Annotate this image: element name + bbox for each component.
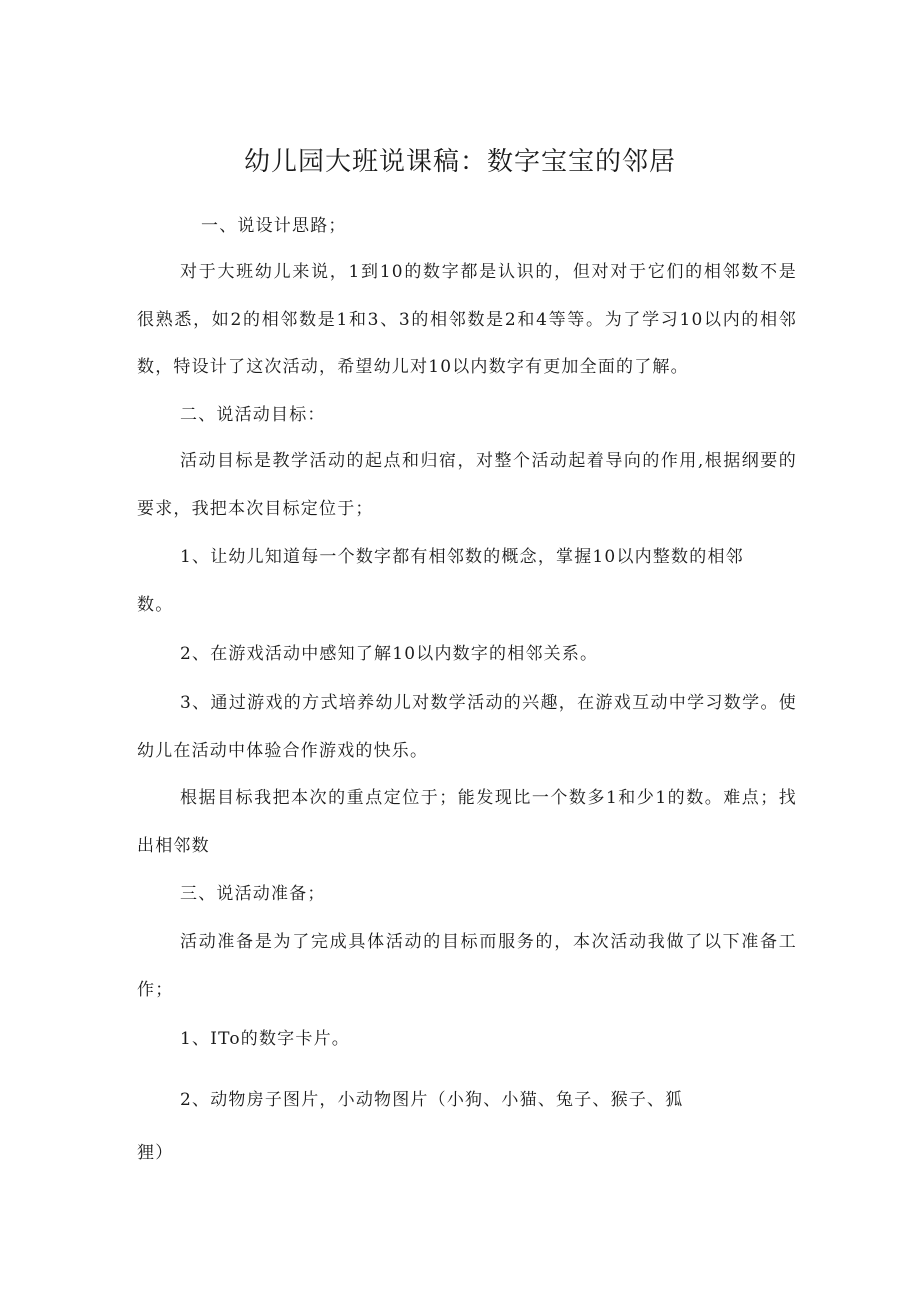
preparation-item-2: 2、动物房子图片，小动物图片（小狗、小猫、兔子、猴子、狐 [180, 1090, 684, 1110]
page-title: 幼儿园大班说课稿：数字宝宝的邻居 [243, 147, 676, 177]
section-heading-preparation: 三、说活动准备； [180, 884, 326, 904]
paragraph-goals-intro: 活动目标是教学活动的起点和归宿，对整个活动起着导向的作用,根据纲要的要求，我把本次目标定位于； [137, 451, 797, 519]
preparation-item-1: 1、ITo的数字卡片。 [180, 1029, 350, 1049]
paragraph-design: 对于大班幼儿来说，1到10的数字都是认识的，但对对于它们的相邻数不是很熟悉，如2的相邻数是1和3、3的相邻数是2和4等等。为了学习10以内的相邻数，特设计了这次活动，希望幼儿对10以内数字有更加全面的了解。 [137, 262, 797, 377]
goal-item-1-continued: 数。 [137, 595, 174, 615]
preparation-item-2-continued: 狸） [137, 1143, 174, 1163]
section-heading-design: 一、说设计思路； [201, 216, 347, 236]
section-heading-goals: 二、说活动目标： [180, 405, 326, 425]
goal-item-1: 1、让幼儿知道每一个数字都有相邻数的概念，掌握10以内整数的相邻 [180, 547, 744, 567]
paragraph-preparation-intro: 活动准备是为了完成具体活动的目标而服务的，本次活动我做了以下准备工作； [137, 932, 797, 1000]
paragraph-key-points: 根据目标我把本次的重点定位于；能发现比一个数多1和少1的数。难点；找出相邻数 [137, 788, 797, 856]
goal-item-2: 2、在游戏活动中感知了解10以内数字的相邻关系。 [180, 644, 599, 664]
goal-item-3: 3、通过游戏的方式培养幼儿对数学活动的兴趣，在游戏互动中学习数学。使幼儿在活动中体验合作游戏的快乐。 [137, 693, 797, 761]
